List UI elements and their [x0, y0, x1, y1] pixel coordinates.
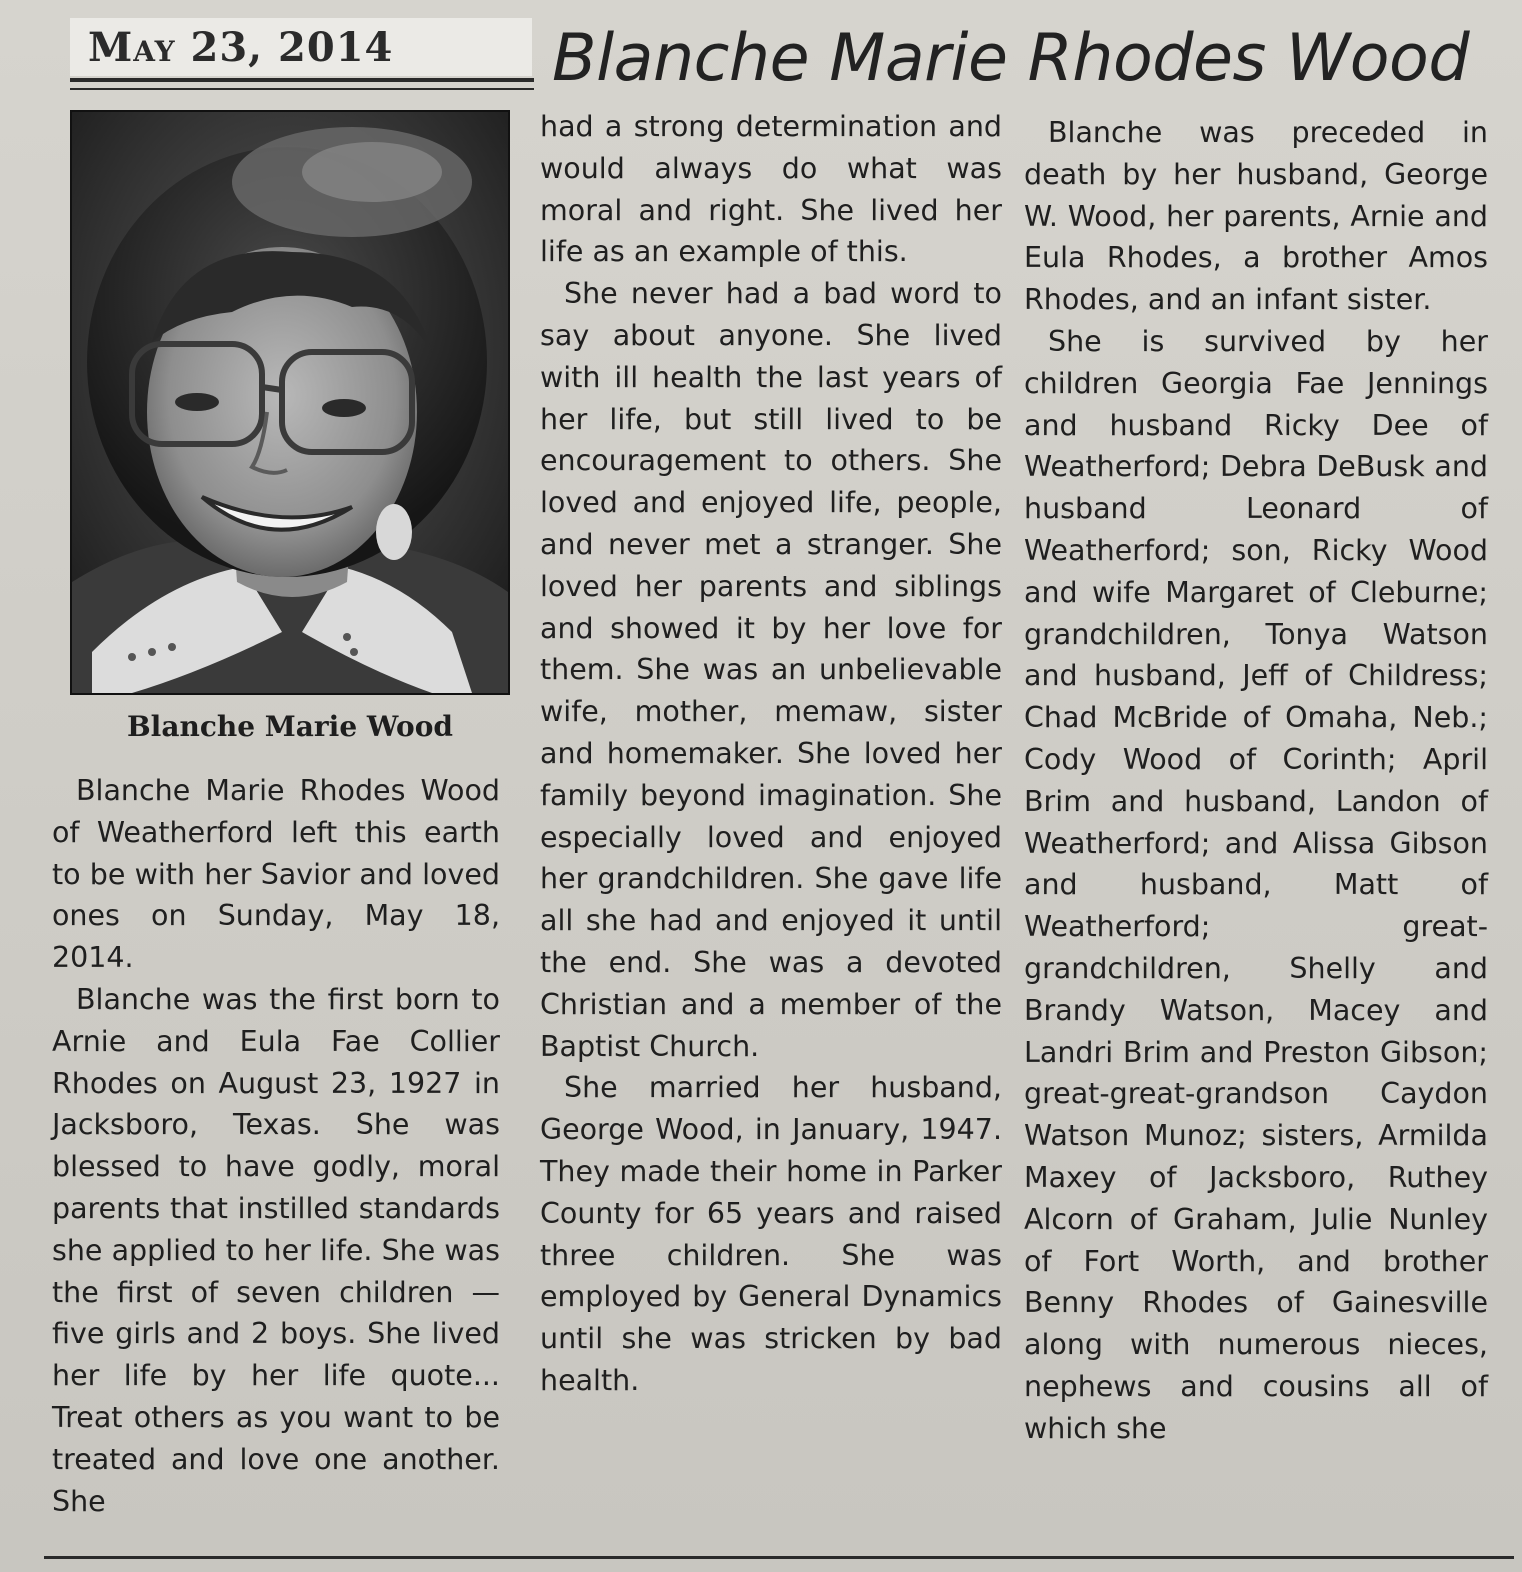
photo-caption: Blanche Marie Wood [127, 710, 453, 743]
portrait-photo [70, 110, 510, 695]
column-3 [1024, 112, 1488, 1450]
paragraph: Blanche was the first born to Arnie and Eula Fae Collier Rhodes on August 23, 1927 in Jacksboro, Texas. She was blessed to have godly, moral parents that instilled standards she applied to her life. She was the first of seven children — five girls and 2 boys. She lived her life by her life quote... Treat others as you want to be treated and love one another. She [52, 982, 500, 1518]
paragraph: had a strong determination and would always do what was moral and right. She lived her life as an example of this. [540, 110, 1002, 269]
paragraph: Blanche Marie Rhodes Wood of Weatherford left this earth to be with her Savior and loved ones on Sunday, May 18, 2014. [52, 774, 500, 975]
date-banner [70, 18, 532, 76]
column-1 [52, 770, 500, 1522]
paragraph: Blanche was preceded in death by her husband, George W. Wood, her parents, Arnie and Eula Rhodes, a brother Amos Rhodes, and an infant sister. [1024, 116, 1488, 317]
paragraph: She is survived by her children Georgia Fae Jennings and husband Ricky Dee of Weatherford; Debra DeBusk and husband Leonard of Weatherford; son, Ricky Wood and wife Margaret of Cleburne; grandchildren, Tonya Watson and husband, Jeff of Childress; Chad McBride of Omaha, Neb.; Cody Wood of Corinth; April Brim and husband, Landon of Weatherford; and Alissa Gibson and husband, Matt of Weatherford; great-grandchildren, Shelly and Brandy Watson, Macey and Landri Brim and Preston Gibson; great-great-grandson Caydon Watson Munoz; sisters, Armilda Maxey of Jacksboro, Ruthey Alcorn of Graham, Julie Nunley of Fort Worth, and brother Benny Rhodes of Gainesville along with numerous nieces, nephews and cousins all of which she [1024, 324, 1488, 1445]
obituary-headline: Blanche Marie Rhodes Wood [552, 21, 1470, 96]
publication-date: May 23, 2014 [88, 23, 394, 71]
header-rule-thick [70, 78, 534, 82]
bottom-rule [44, 1556, 1514, 1559]
paragraph: She never had a bad word to say about anyone. She lived with ill health the last years of her life, but still lived to be encouragement to others. She loved and enjoyed life, people, and never met a stranger. She loved her parents and siblings and showed it by her love for them. She was an unbelievable wife, mother, memaw, sister and homemaker. She loved her family beyond imagination. She especially loved and enjoyed her grandchildren. She gave life all she had and enjoyed it until the end. She was a devoted Christian and a member of the Baptist Church. [540, 277, 1002, 1063]
portrait-image [72, 112, 508, 693]
header-rule-thin [70, 88, 534, 90]
column-2 [540, 106, 1002, 1402]
paragraph: She married her husband, George Wood, in January, 1947. They made their home in Parker County for 65 years and raised three children. She was employed by General Dynamics until she was stricken by bad health. [540, 1071, 1002, 1397]
